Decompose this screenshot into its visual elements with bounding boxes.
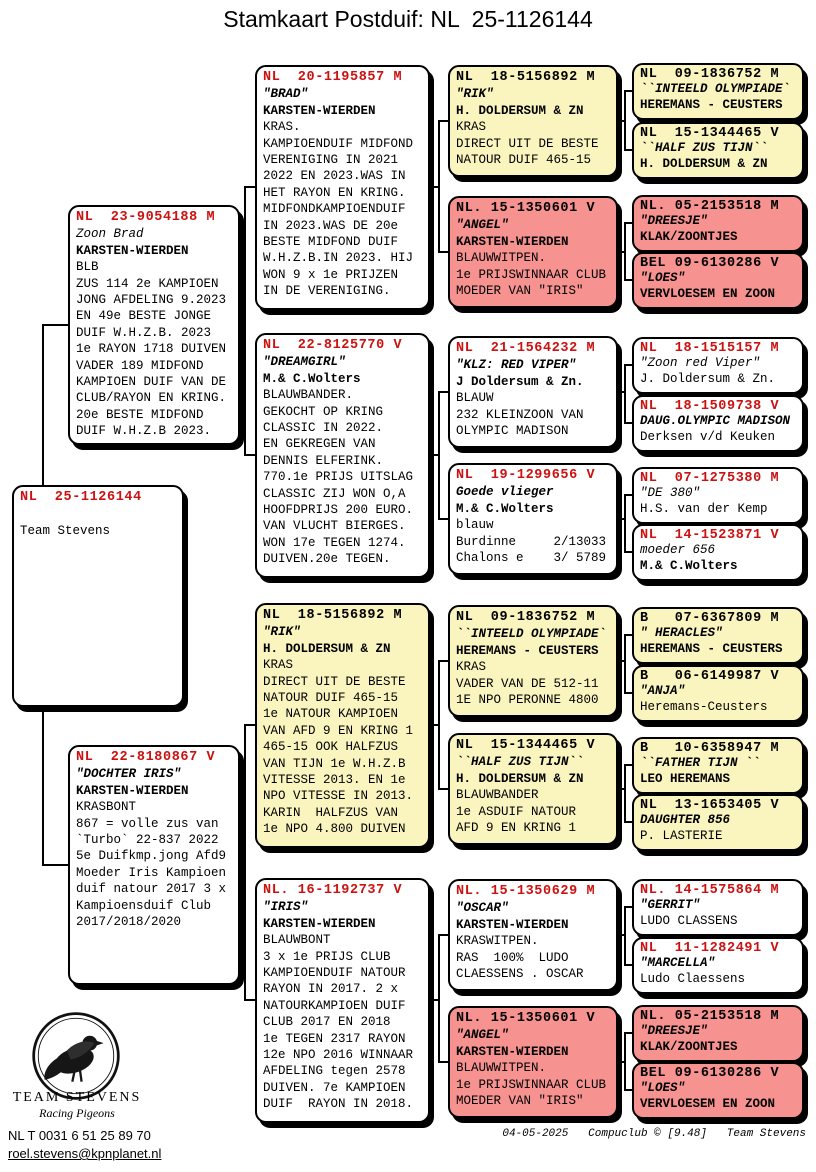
connector-line — [616, 251, 626, 253]
ring-number: NL 15-1344465 V — [456, 738, 596, 753]
connector-line — [624, 634, 634, 636]
description-line: blauw — [456, 518, 494, 533]
pedigree-box-gg7 — [448, 879, 618, 991]
pigeon-name: "DE 380" — [640, 486, 701, 501]
ring-number: NL 23-9054188 M — [76, 210, 216, 225]
pigeon-name: "MARCELLA" — [640, 956, 716, 971]
connector-line — [624, 551, 634, 553]
description-line: KRASWITPEN. — [456, 934, 539, 949]
pedigree-box-ggg16 — [632, 1062, 804, 1119]
connector-line — [624, 692, 634, 694]
fancier-name: LEO HEREMANS — [640, 771, 731, 786]
description-line: DUIF RAYON IN 2018. — [263, 1097, 414, 1112]
description-line: VAN VLUCHT BIERGES. — [263, 519, 406, 534]
connector-line — [244, 724, 246, 1001]
description-line: OLYMPIC MADISON — [456, 424, 569, 439]
connector-line — [428, 999, 440, 1001]
pedigree-box-ggg2 — [632, 122, 804, 179]
description-line: MIDFONDKAMPIOENDUIF — [263, 202, 406, 217]
pigeon-name: " HERACLES" — [640, 626, 723, 641]
description-line: KRAS — [456, 120, 487, 135]
ring-number: NL 22-8180867 V — [76, 750, 216, 765]
description-line: DENNIS ELFERINK. — [263, 453, 384, 468]
connector-line — [624, 821, 634, 823]
ring-number: NL 11-1282491 V — [640, 941, 780, 956]
pedigree-box-gg4 — [448, 463, 618, 575]
connector-line — [42, 324, 68, 326]
pedigree-box-gg6 — [448, 733, 618, 845]
pigeon-name: ``HALF ZUS TIJN`` — [640, 141, 768, 156]
ring-number: B 06-6149987 V — [640, 669, 780, 684]
description-line: Heremans-Ceusters — [640, 699, 768, 714]
description-line: GEKOCHT OP KRING — [263, 404, 384, 419]
pedigree-box-gg3 — [448, 336, 618, 448]
connector-line — [624, 222, 634, 224]
pedigree-box-ggg13 — [632, 879, 804, 936]
fancier-name: VERVLOESEM EN ZOON — [640, 286, 776, 301]
description-line: VADER 189 MIDFOND — [76, 358, 204, 373]
connector-line — [244, 454, 257, 456]
description-line: VERENIGING IN 2021 — [263, 153, 399, 168]
ring-number: NL 09-1836752 M — [640, 67, 780, 82]
connector-line — [624, 422, 634, 424]
description-line: 2017/2018/2020 — [76, 915, 182, 930]
pigeon-name: "KLZ: RED VIPER" — [456, 358, 577, 373]
description-line: DUIF W.H.Z.B. 2023 — [76, 325, 212, 340]
connector-line — [624, 494, 634, 496]
connector-line — [624, 1089, 634, 1091]
pigeon-name: ``HALF ZUS TIJN`` — [456, 755, 584, 770]
description-line: 5e Duifkmp.jong Afd9 — [76, 849, 227, 864]
pigeon-name: "DOCHTER IRIS" — [76, 767, 182, 782]
pedigree-box-ggg11 — [632, 737, 804, 794]
description-line: EN GEKREGEN VAN — [263, 437, 376, 452]
connector-line — [438, 120, 450, 122]
description-line: H.S. van der Kemp — [640, 501, 768, 516]
description-line: KRAS — [456, 660, 487, 675]
ring-number: B 07-6367809 M — [640, 611, 780, 626]
description-line: Moeder Iris Kampioen — [76, 865, 227, 880]
pigeon-name: "RIK" — [456, 87, 494, 102]
connector-line — [624, 764, 626, 823]
pedigree-box-ggg9 — [632, 607, 804, 664]
description-line: EN 49e BESTE JONGE — [76, 309, 212, 324]
description-line: Kampioensduif Club — [76, 898, 212, 913]
description-line: BLAUW — [456, 391, 494, 406]
description-line: BLAUWBANDER. — [263, 388, 354, 403]
pedigree-box-ggg14 — [632, 937, 804, 994]
pigeon-name: ``FATHER TIJN `` — [640, 756, 761, 771]
ring-number: NL 14-1523871 V — [640, 528, 780, 543]
description-line: duif natour 2017 3 x — [76, 882, 227, 897]
pigeon-name: "ANGEL" — [456, 218, 509, 233]
description-line: DUIF W.H.Z.B 2023. — [76, 424, 212, 439]
description-line: CLAESSENS . OSCAR — [456, 967, 584, 982]
description-line: DIRECT UIT DE BESTE — [263, 674, 406, 689]
connector-line — [624, 279, 634, 281]
description-line: DUIVEN. 7e KAMPIOEN — [263, 1080, 406, 1095]
ring-number: NL. 15-1350601 V — [456, 201, 596, 216]
pedigree-box-ggg12 — [632, 794, 804, 851]
connector-line — [624, 494, 626, 553]
ring-number: NL 19-1299656 V — [456, 468, 596, 483]
description-line: Ludo Claessens — [640, 971, 746, 986]
pigeon-name: "Zoon red Viper" — [640, 356, 761, 371]
fancier-name: KARSTEN-WIERDEN — [263, 916, 376, 931]
description-line: W.H.Z.B.IN 2023. HIJ — [263, 251, 414, 266]
description-line: Chalons e 3/ 5789 — [456, 551, 607, 566]
description-line: ZUS 114 2e KAMPIOEN — [76, 276, 219, 291]
description-line: 1e TEGEN 2317 RAYON — [263, 1031, 406, 1046]
connector-line — [624, 90, 634, 92]
description-line: IN DE VERENIGING. — [263, 284, 391, 299]
pigeon-name: ``INTEELD OLYMPIADE` — [640, 82, 791, 97]
pigeon-name: "LOES" — [640, 1081, 686, 1096]
connector-line — [244, 186, 257, 188]
brand-name: TEAM STEVENS — [12, 1090, 142, 1105]
description-line: BLAUWBANDER — [456, 788, 539, 803]
description-line: LUDO CLASSENS — [640, 913, 738, 928]
description-line: DIRECT UIT DE BESTE — [456, 136, 599, 151]
ring-number: NL. 05-2153518 M — [640, 199, 780, 214]
pigeon-stamp-icon — [30, 1010, 122, 1102]
connector-line — [428, 454, 440, 456]
description-line: 465-15 OOK HALFZUS — [263, 740, 399, 755]
description-line: NATOURKAMPIOEN DUIF — [263, 998, 406, 1013]
pedigree-box-ggg15 — [632, 1005, 804, 1062]
ring-number: BEL 09-6130286 V — [640, 256, 780, 271]
fancier-name: M.& C.Wolters — [456, 501, 554, 516]
description-line: RAS 100% LUDO — [456, 950, 569, 965]
description-line: 1e PRIJSWINNAAR CLUB — [456, 267, 607, 282]
fancier-name: KARSTEN-WIERDEN — [76, 243, 189, 258]
pigeon-name: "BRAD" — [263, 87, 309, 102]
ring-number: B 10-6358947 M — [640, 741, 780, 756]
connector-line — [244, 186, 246, 456]
pedigree-box-gg5 — [448, 605, 618, 717]
ring-number: NL 21-1564232 M — [456, 341, 596, 356]
description-line: DUIVEN.20e TEGEN. — [263, 552, 391, 567]
pigeon-name: "ANJA" — [640, 684, 686, 699]
description-line: 770.1e PRIJS UITSLAG — [263, 470, 414, 485]
pigeon-name: "RIK" — [263, 625, 301, 640]
ring-number: NL. 05-2153518 M — [640, 1009, 780, 1024]
connector-line — [42, 705, 44, 866]
ring-number: BEL 09-6130286 V — [640, 1066, 780, 1081]
description-line: IN 2023.WAS DE 20e — [263, 218, 399, 233]
description-line: 12e NPO 2016 WINNAAR — [263, 1048, 414, 1063]
description-line: CLUB 2017 EN 2018 — [263, 1015, 391, 1030]
ring-number: NL 25-1126144 — [20, 490, 142, 505]
pigeon-name: ``INTEELD OLYMPIADE` — [456, 627, 607, 642]
ring-number: NL 09-1836752 M — [456, 610, 596, 625]
fancier-name: KLAK/ZOONTJES — [640, 1039, 738, 1054]
fancier-name: HEREMANS - CEUSTERS — [640, 641, 783, 656]
description-line: HOOFDPRIJS 200 EURO. — [263, 503, 414, 518]
description-line: VADER VAN DE 512-11 — [456, 676, 599, 691]
pigeon-name: "ANGEL" — [456, 1028, 509, 1043]
pedigree-box-ggg4 — [632, 252, 804, 309]
description-line: MOEDER VAN "IRIS" — [456, 284, 584, 299]
description-line: 3 x 1e PRIJS CLUB — [263, 949, 391, 964]
connector-line — [624, 906, 626, 966]
pedigree-box-g4 — [255, 878, 430, 1123]
pedigree-box-g3 — [255, 603, 430, 848]
connector-line — [616, 788, 626, 790]
connector-line — [438, 518, 450, 520]
pedigree-box-ggg3 — [632, 195, 804, 252]
connector-line — [616, 120, 626, 122]
ring-number: NL. 15-1350629 M — [456, 884, 596, 899]
description-line: KARIN HALFZUS VAN — [263, 805, 399, 820]
fancier-name: KLAK/ZOONTJES — [640, 229, 738, 244]
fancier-name: HEREMANS - CEUSTERS — [456, 643, 599, 658]
description-line: KAMPIOENDUIF NATOUR — [263, 966, 406, 981]
connector-line — [438, 391, 450, 393]
description-line: KRAS. — [263, 120, 301, 135]
description-line: NATOUR DUIF 465-15 — [263, 691, 399, 706]
description-line: 1e NPO 4.800 DUIVEN — [263, 822, 406, 837]
pigeon-name: "OSCAR" — [456, 901, 509, 916]
connector-line — [244, 724, 257, 726]
pedigree-box-ggg7 — [632, 467, 804, 524]
pedigree-box-ggg1 — [632, 63, 804, 120]
fancier-name: KARSTEN-WIERDEN — [456, 917, 569, 932]
ring-number: NL 07-1275380 M — [640, 471, 780, 486]
fancier-name: VERVLOESEM EN ZOON — [640, 1096, 776, 1111]
pedigree-box-ggg5 — [632, 337, 804, 394]
connector-line — [438, 1061, 450, 1063]
description-line: BLB — [76, 260, 99, 275]
description-line: 1E NPO PERONNE 4800 — [456, 693, 599, 708]
description-line: WON 9 x 1e PRIJZEN — [263, 267, 399, 282]
description-line: 867 = volle zus van — [76, 816, 219, 831]
connector-line — [624, 149, 634, 151]
ring-number: NL 13-1653405 V — [640, 798, 780, 813]
connector-line — [244, 999, 257, 1001]
description-line: 2022 EN 2023.WAS IN — [263, 169, 406, 184]
description-line: KAMPIOENDUIF MIDFOND — [263, 136, 414, 151]
description-line: RAYON IN 2017. 2 x — [263, 982, 399, 997]
description-line: CLASSIC IN 2022. — [263, 421, 384, 436]
description-line: 1e ASDUIF NATOUR — [456, 804, 577, 819]
connector-line — [624, 964, 634, 966]
pigeon-name: "DREESJE" — [640, 214, 708, 229]
fancier-name: J Doldersum & Zn. — [456, 374, 584, 389]
connector-line — [238, 324, 246, 326]
ring-number: NL 18-1515157 M — [640, 341, 780, 356]
brand-tagline: Racing Pigeons — [39, 1106, 115, 1120]
description-line: MOEDER VAN "IRIS" — [456, 1094, 584, 1109]
description-line: Burdinne 2/13033 — [456, 534, 607, 549]
pigeon-name: "GERRIT" — [640, 898, 701, 913]
ring-number: NL 20-1195857 M — [263, 70, 403, 85]
pedigree-box-ggg10 — [632, 665, 804, 722]
print-meta: 04-05-2025 Compuclub © [9.48] Team Stevens — [502, 1128, 806, 1140]
description-line: CLASSIC ZIJ WON O,A — [263, 486, 406, 501]
ring-number: NL 18-5156892 M — [263, 608, 403, 623]
page-title: Stamkaart Postduif: NL 25-1126144 — [223, 6, 593, 32]
fancier-name: HEREMANS - CEUSTERS — [640, 97, 783, 112]
connector-line — [42, 324, 44, 487]
ring-number: NL. 15-1350601 V — [456, 1011, 596, 1026]
description-line: NATOUR DUIF 465-15 — [456, 153, 592, 168]
ring-number: NL. 16-1192737 V — [263, 883, 403, 898]
connector-line — [438, 251, 450, 253]
description-line: Derksen v/d Keuken — [640, 429, 776, 444]
fancier-name: H. DOLDERSUM & ZN — [456, 103, 584, 118]
connector-line — [616, 660, 626, 662]
description-line: BESTE MIDFOND DUIF — [263, 235, 399, 250]
pedigree-box-g1 — [255, 65, 430, 310]
description-line: JONG AFDELING 9.2023 — [76, 293, 227, 308]
ring-number: NL. 14-1575864 M — [640, 883, 780, 898]
pedigree-box-ggg8 — [632, 524, 804, 581]
fancier-name: KARSTEN-WIERDEN — [76, 783, 189, 798]
connector-line — [616, 934, 626, 936]
connector-line — [624, 364, 634, 366]
description-line: 1e RAYON 1718 DUIVEN — [76, 342, 227, 357]
fancier-name: H. DOLDERSUM & ZN — [456, 771, 584, 786]
description-line: P. LASTERIE — [640, 828, 723, 843]
description-line: WON 17e TEGEN 1274. — [263, 535, 406, 550]
connector-line — [616, 391, 626, 393]
pigeon-name: DAUG.OLYMPIC MADISON — [640, 414, 791, 429]
pedigree-box-g2 — [255, 333, 430, 578]
pigeon-name: moeder 656 — [640, 543, 716, 558]
description-line: VAN TIJN 1e W.H.Z.B — [263, 756, 406, 771]
description-line: 232 KLEINZOON VAN — [456, 407, 584, 422]
pigeon-name: DAUGHTER 856 — [640, 813, 731, 828]
fancier-name: M.& C.Wolters — [263, 371, 361, 386]
fancier-name: KARSTEN-WIERDEN — [263, 103, 376, 118]
email-link[interactable]: roel.stevens@kpnplanet.nl — [8, 1146, 162, 1161]
connector-line — [616, 1061, 626, 1063]
ring-number: NL 18-5156892 M — [456, 70, 596, 85]
description-line: HET RAYON EN KRING. — [263, 185, 406, 200]
pigeon-name: "DREESJE" — [640, 1024, 708, 1039]
pigeon-name: Zoon Brad — [76, 227, 144, 242]
description-line: 1e NATOUR KAMPIOEN — [263, 707, 399, 722]
description-line: `Turbo` 22-837 2022 — [76, 833, 219, 848]
description-line: VAN AFD 9 EN KRING 1 — [263, 723, 414, 738]
connector-line — [428, 724, 440, 726]
ring-number: NL 15-1344465 V — [640, 126, 780, 141]
description-line: KAMPIOEN DUIF VAN DE — [76, 375, 227, 390]
description-line: BLAUWBONT — [263, 933, 331, 948]
description-line: VITESSE 2013. EN 1e — [263, 773, 406, 788]
description-line: BLAUWWITPEN. — [456, 1061, 547, 1076]
fancier-name: M.& C.Wolters — [640, 558, 738, 573]
description-line: AFD 9 EN KRING 1 — [456, 821, 577, 836]
pigeon-name: "LOES" — [640, 271, 686, 286]
description-line: J. Doldersum & Zn. — [640, 371, 776, 386]
description-line: Team Stevens — [20, 523, 111, 538]
ring-number: NL 22-8125770 V — [263, 338, 403, 353]
pedigree-box-ggg6 — [632, 395, 804, 452]
fancier-name: H. DOLDERSUM & ZN — [263, 641, 391, 656]
pigeon-name: Goede vlieger — [456, 485, 554, 500]
description-line: CLUB/RAYON EN KRING. — [76, 391, 227, 406]
connector-line — [624, 1032, 634, 1034]
description-line: AFDELING tegen 2578 — [263, 1064, 406, 1079]
connector-line — [42, 864, 68, 866]
pigeon-name: "IRIS" — [263, 900, 309, 915]
description-line: BLAUWWITPEN. — [456, 251, 547, 266]
description-line: NPO VITESSE IN 2013. — [263, 789, 414, 804]
connector-line — [624, 764, 634, 766]
pedigree-box-gg8 — [448, 1006, 618, 1118]
connector-line — [438, 660, 450, 662]
fancier-name: KARSTEN-WIERDEN — [456, 1044, 569, 1059]
pedigree-box-gg2 — [448, 196, 618, 308]
phone-number: NL T 0031 6 51 25 89 70 — [8, 1128, 151, 1143]
fancier-name: KARSTEN-WIERDEN — [456, 234, 569, 249]
description-line: KRASBONT — [76, 800, 137, 815]
connector-line — [428, 186, 440, 188]
pigeon-name: "DREAMGIRL" — [263, 355, 346, 370]
connector-line — [624, 906, 634, 908]
connector-line — [624, 364, 626, 424]
connector-line — [238, 864, 246, 866]
pedigree-box-subject — [12, 485, 184, 707]
description-line: 1e PRIJSWINNAAR CLUB — [456, 1077, 607, 1092]
fancier-name: H. DOLDERSUM & ZN — [640, 156, 768, 171]
connector-line — [616, 518, 626, 520]
ring-number: NL 18-1509738 V — [640, 399, 780, 414]
pedigree-box-dam — [68, 745, 240, 985]
blank-line — [20, 506, 176, 522]
connector-line — [438, 788, 450, 790]
connector-line — [438, 934, 450, 936]
connector-line — [624, 634, 626, 694]
description-line: 20e BESTE MIDFOND — [76, 407, 204, 422]
pedigree-box-sire — [68, 205, 240, 445]
pedigree-box-gg1 — [448, 65, 618, 177]
description-line: KRAS — [263, 658, 294, 673]
